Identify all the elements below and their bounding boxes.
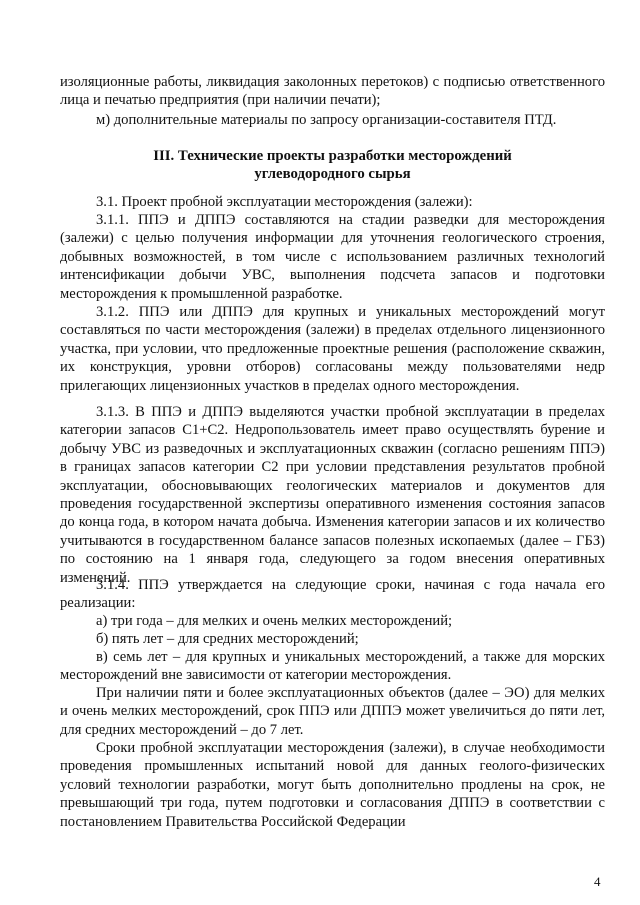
paragraph-extension-terms: Сроки пробной эксплуатации месторождения (залежи), в случае необходимости проведения промышленных испытаний новой для данных геолого-физических условий технологии разработки, могут быть дополнительно продлены на срок, не превышающий три года, путем подготовки и согласования ДППЭ в соответствии с постановлением Правительства Российской Федерации — [60, 740, 605, 830]
paragraph-3-1-2: 3.1.2. ППЭ или ДППЭ для крупных и уникальных месторождений могут составляться по части месторождения (залежи) в пределах отдельного лицензионного участка, при условии, что предложенные проектные решения (расположение скважин, их конструкция, уровни отборов) согласованы между пользователями недр прилегающих лицензионных участков в пределах одного месторождения. — [60, 304, 605, 394]
list-item-v: в) семь лет – для крупных и уникальных месторождений, а также для морских месторождений вне зависимости от категории месторождения. — [60, 649, 605, 684]
paragraph-3-1-1: 3.1.1. ППЭ и ДППЭ составляются на стадии разведки для месторождения (залежи) с целью получения информации для уточнения геологического строения, добывных возможностей, в том числе с использованием различных технологий интенсификации добычи УВС, выполнения подсчета запасов и подготовки месторождения к промышленной разработке. — [60, 212, 605, 302]
list-item-a: а) три года – для мелких и очень мелких месторождений; — [96, 613, 453, 629]
section-heading-line1: III. Технические проекты разработки месторождений — [153, 148, 512, 164]
paragraph-continuation: изоляционные работы, ликвидация заколонных перетоков) с подписью ответственного лица и печатью предприятия (при наличии печати); — [60, 74, 605, 109]
list-item-b: б) пять лет – для средних месторождений; — [96, 631, 359, 647]
paragraph-3-1: 3.1. Проект пробной эксплуатации месторождения (залежи): — [96, 194, 473, 210]
section-heading-line2: углеводородного сырья — [254, 166, 411, 182]
page-number: 4 — [594, 874, 601, 889]
paragraph-exploitation-objects: При наличии пяти и более эксплуатационных объектов (далее – ЭО) для мелких и очень мелких месторождений, срок ППЭ или ДППЭ может увеличиться до пяти лет, для средних месторождений – до 7 лет. — [60, 685, 605, 738]
paragraph-3-1-3: 3.1.3. В ППЭ и ДППЭ выделяются участки пробной эксплуатации в пределах категории запасов С1+С2. Недропользователь имеет право осуществлять бурение и добычу УВС из разведочных и эксплуатационных скважин (согласно решениям ППЭ) в границах запасов категории С2 при условии представления результатов пробной эксплуатации, обосновывающих геологических материалов и документов для проведения государственной экспертизы оперативного изменения состояния запасов до конца года, в котором начата добыча. Изменения категории запасов и их количество учитываются в государственном балансе запасов полезных ископаемых (далее – ГБЗ) по состоянию на 1 января года, следующего за годом внесения оперативных изменений. — [60, 404, 605, 586]
paragraph-item-m: м) дополнительные материалы по запросу организации-составителя ПТД. — [96, 112, 557, 128]
paragraph-3-1-4: 3.1.4. ППЭ утверждается на следующие сроки, начиная с года начала его реализации: — [60, 577, 605, 612]
